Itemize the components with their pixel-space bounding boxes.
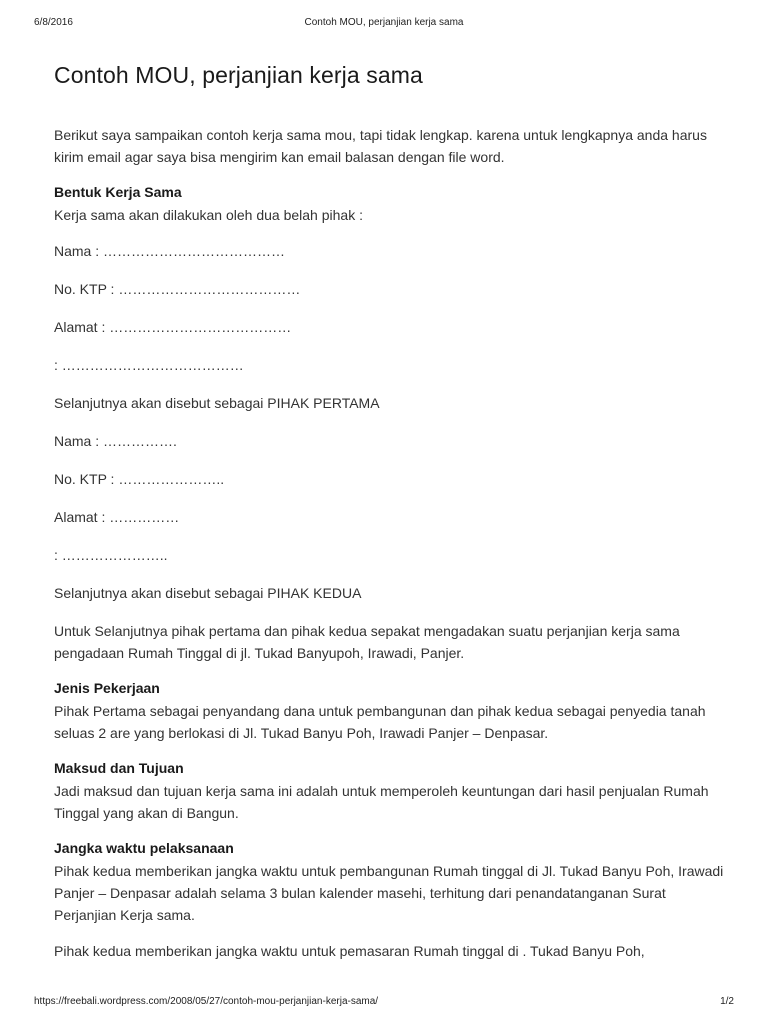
section-text: Pihak kedua memberikan jangka waktu untuk pembangunan Rumah tinggal di Jl. Tukad Banyu Poh, Irawadi Panjer – Denpasar adalah selama 3 bulan kalender masehi, terhitung dari penandatanganan Surat Perjanjian Kerja sama. [54,863,724,923]
pihak-pertama-fields [54,240,726,414]
field-alamat: Alamat : ………………………………… [54,319,292,335]
field-alamat-continued: : ………………….. [54,547,168,563]
intro-paragraph: Berikut saya sampaikan contoh kerja sama mou, tapi tidak lengkap. karena untuk lengkapnya anda harus kirim email agar saya bisa mengirim kan email balasan dengan file word. [54,127,707,165]
section-heading: Jangka waktu pelaksanaan [54,840,234,856]
print-footer [34,996,734,1010]
section-text: Jadi maksud dan tujuan kerja sama ini adalah untuk memperoleh keuntungan dari hasil penjualan Rumah Tinggal yang akan di Bangun. [54,783,709,821]
section-heading: Jenis Pekerjaan [54,680,160,696]
field-ktp: No. KTP : ………………….. [54,471,225,487]
source-url[interactable]: https://freebali.wordpress.com/2008/05/27/contoh-mou-perjanjian-kerja-sama/ [34,996,379,1007]
field-alamat-continued: : ………………………………… [54,357,244,373]
field-nama: Nama : ……………. [54,433,177,449]
section-heading: Bentuk Kerja Sama [54,184,182,200]
pihak-pertama-label: Selanjutnya akan disebut sebagai PIHAK PERTAMA [54,395,380,411]
section-jangka-waktu [54,838,726,926]
print-title: Contoh MOU, perjanjian kerja sama [304,17,464,28]
pemasaran-paragraph: Pihak kedua memberikan jangka waktu untuk pemasaran Rumah tinggal di . Tukad Banyu Poh, [54,943,645,959]
page-title: Contoh MOU, perjanjian kerja sama [54,62,423,88]
section-text: Kerja sama akan dilakukan oleh dua belah pihak : [54,207,363,223]
document-body [54,58,726,976]
section-jenis-pekerjaan [54,678,726,744]
section-heading: Maksud dan Tujuan [54,760,184,776]
field-alamat: Alamat : …………… [54,509,180,525]
page-number: 1/2 [720,996,734,1007]
pihak-kedua-label: Selanjutnya akan disebut sebagai PIHAK KEDUA [54,585,362,601]
print-header [34,17,734,31]
field-nama: Nama : ………………………………… [54,243,286,259]
print-date: 6/8/2016 [34,17,73,28]
kesepakatan-paragraph: Untuk Selanjutnya pihak pertama dan pihak kedua sepakat mengadakan suatu perjanjian kerja sama pengadaan Rumah Tinggal di jl. Tukad Banyupoh, Irawadi, Panjer. [54,623,680,661]
field-ktp: No. KTP : ………………………………… [54,281,301,297]
pihak-kedua-fields [54,430,726,604]
section-text: Pihak Pertama sebagai penyandang dana untuk pembangunan dan pihak kedua sebagai penyedia tanah seluas 2 are yang berlokasi di Jl. Tukad Banyu Poh, Irawadi Panjer – Denpasar. [54,703,706,741]
section-bentuk-kerja-sama [54,182,726,226]
section-maksud-dan-tujuan [54,758,726,824]
